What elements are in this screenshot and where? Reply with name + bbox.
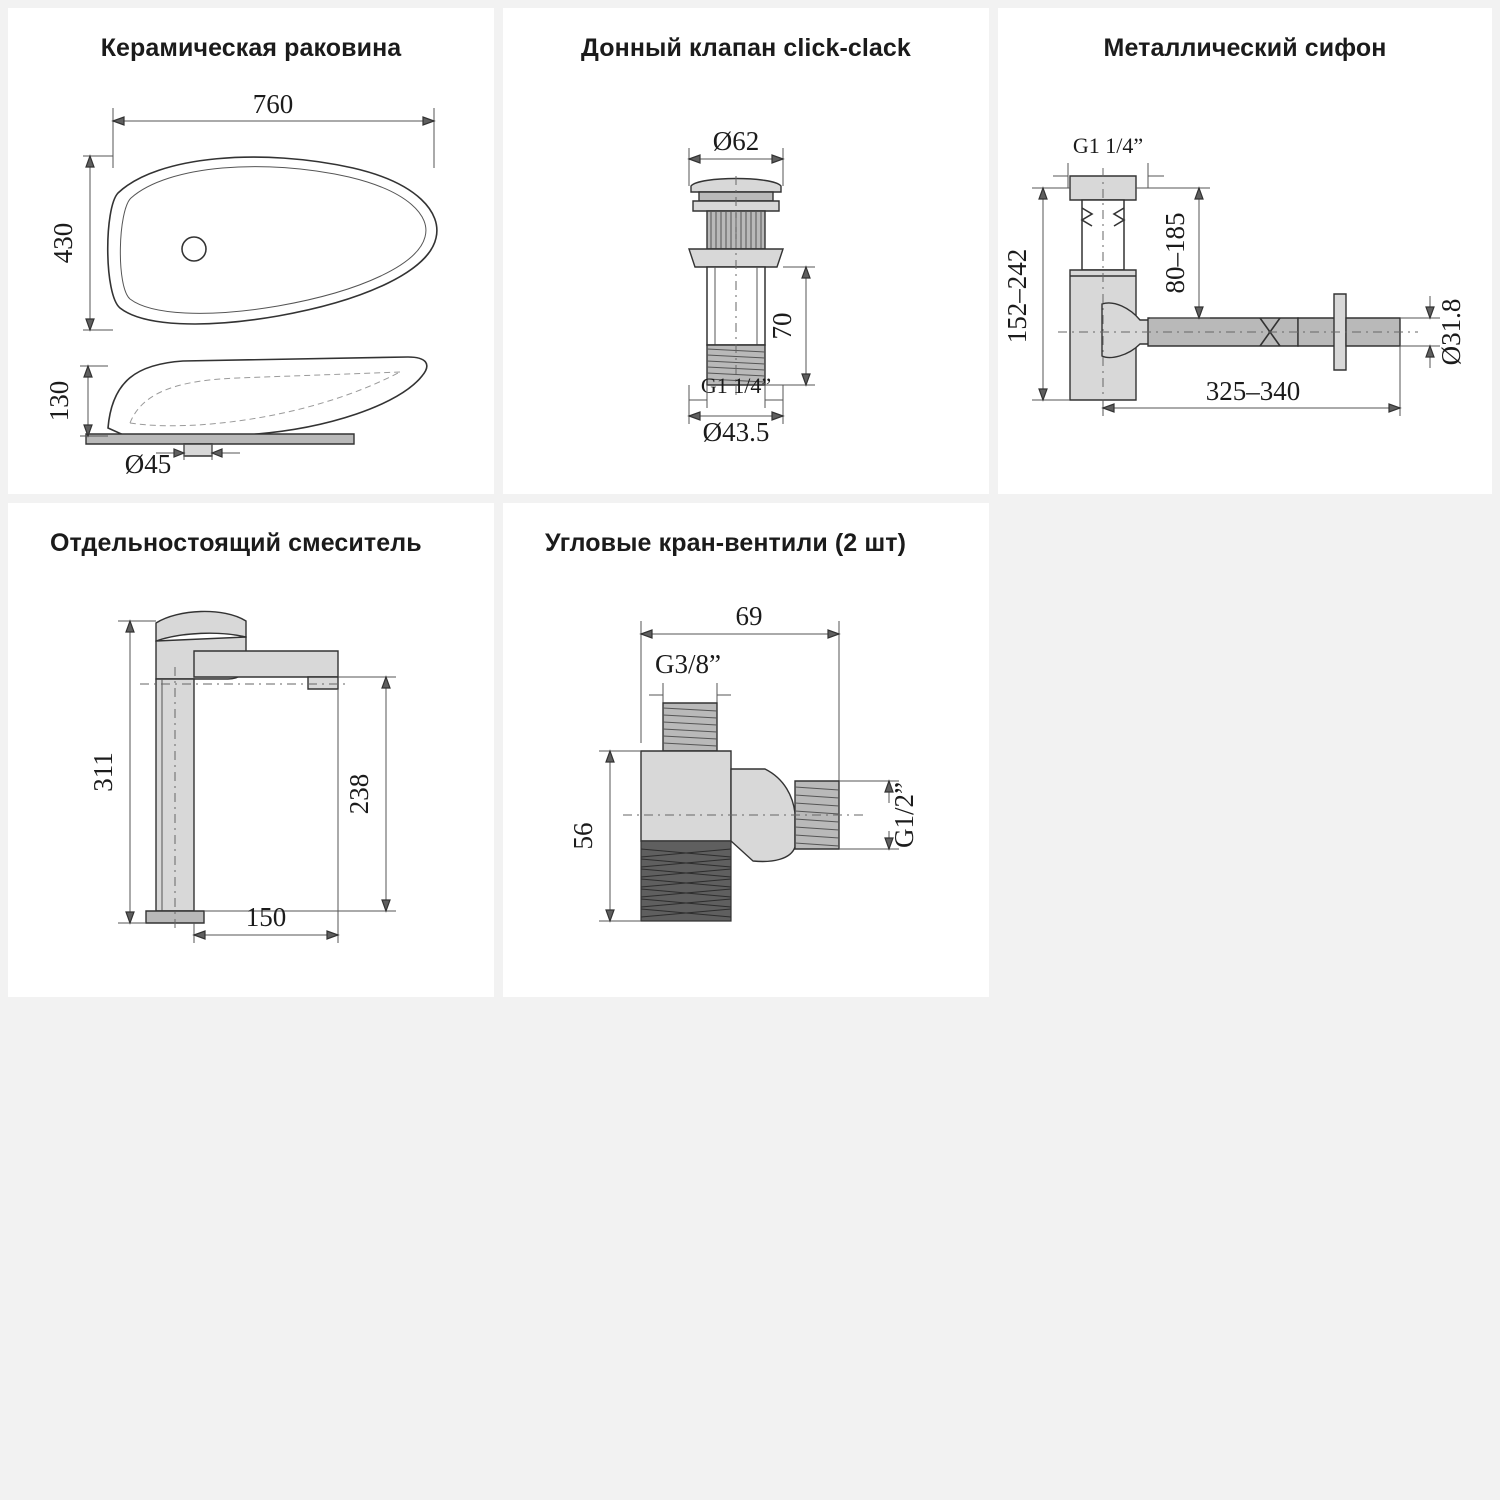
dim-sink-depth: 430 [48,222,78,264]
dim-valve-cap: Ø62 [712,126,760,156]
drawing-siphon [998,8,1492,494]
dim-valve-thread: G1 1/4” [700,373,772,398]
dim-mixer-height: 311 [88,752,118,792]
dim-siphon-height-range: 80–185 [1160,212,1190,294]
dim-siphon-total-height: 152–242 [1002,248,1032,344]
panel-title-mixer: Отдельностоящий смеситель [50,529,422,557]
dim-mixer-spout-height: 238 [344,773,374,815]
panel-title-ceramic-sink: Керамическая раковина [100,34,402,62]
dim-valve-body-height: 56 [568,822,598,850]
dim-siphon-outlet-dia: Ø31.8 [1436,298,1466,366]
panel-mixer [8,503,494,997]
panel-title-angle-valves: Угловые кран-вентили (2 шт) [545,529,907,557]
drawing-drain-valve [503,8,989,494]
dim-valve-inlet-thread: G3/8” [655,649,721,679]
dim-siphon-inlet-thread: G1 1/4” [1072,133,1144,158]
dim-valve-thread-length: 70 [767,312,797,340]
dim-valve-body-dia: Ø43.5 [702,417,770,447]
panel-angle-valves [503,503,989,997]
panel-title-siphon: Металлический сифон [1103,34,1387,62]
panel-title-drain-valve: Донный клапан click-clack [581,34,911,62]
dim-sink-drain: Ø45 [124,449,172,479]
dim-valve-outlet-thread: G1/2” [889,782,919,848]
panel-siphon [998,8,1492,494]
dim-mixer-reach: 150 [245,902,287,932]
drawing-ceramic-sink [8,8,494,494]
dim-sink-height: 130 [44,380,74,422]
dim-sink-width: 760 [252,89,294,119]
panel-ceramic-sink [8,8,494,494]
drawing-mixer [8,503,494,997]
panel-drain-valve [503,8,989,494]
dim-valve-length: 69 [735,601,763,631]
dim-siphon-outlet-length: 325–340 [1205,376,1301,406]
drawing-angle-valves [503,503,989,997]
